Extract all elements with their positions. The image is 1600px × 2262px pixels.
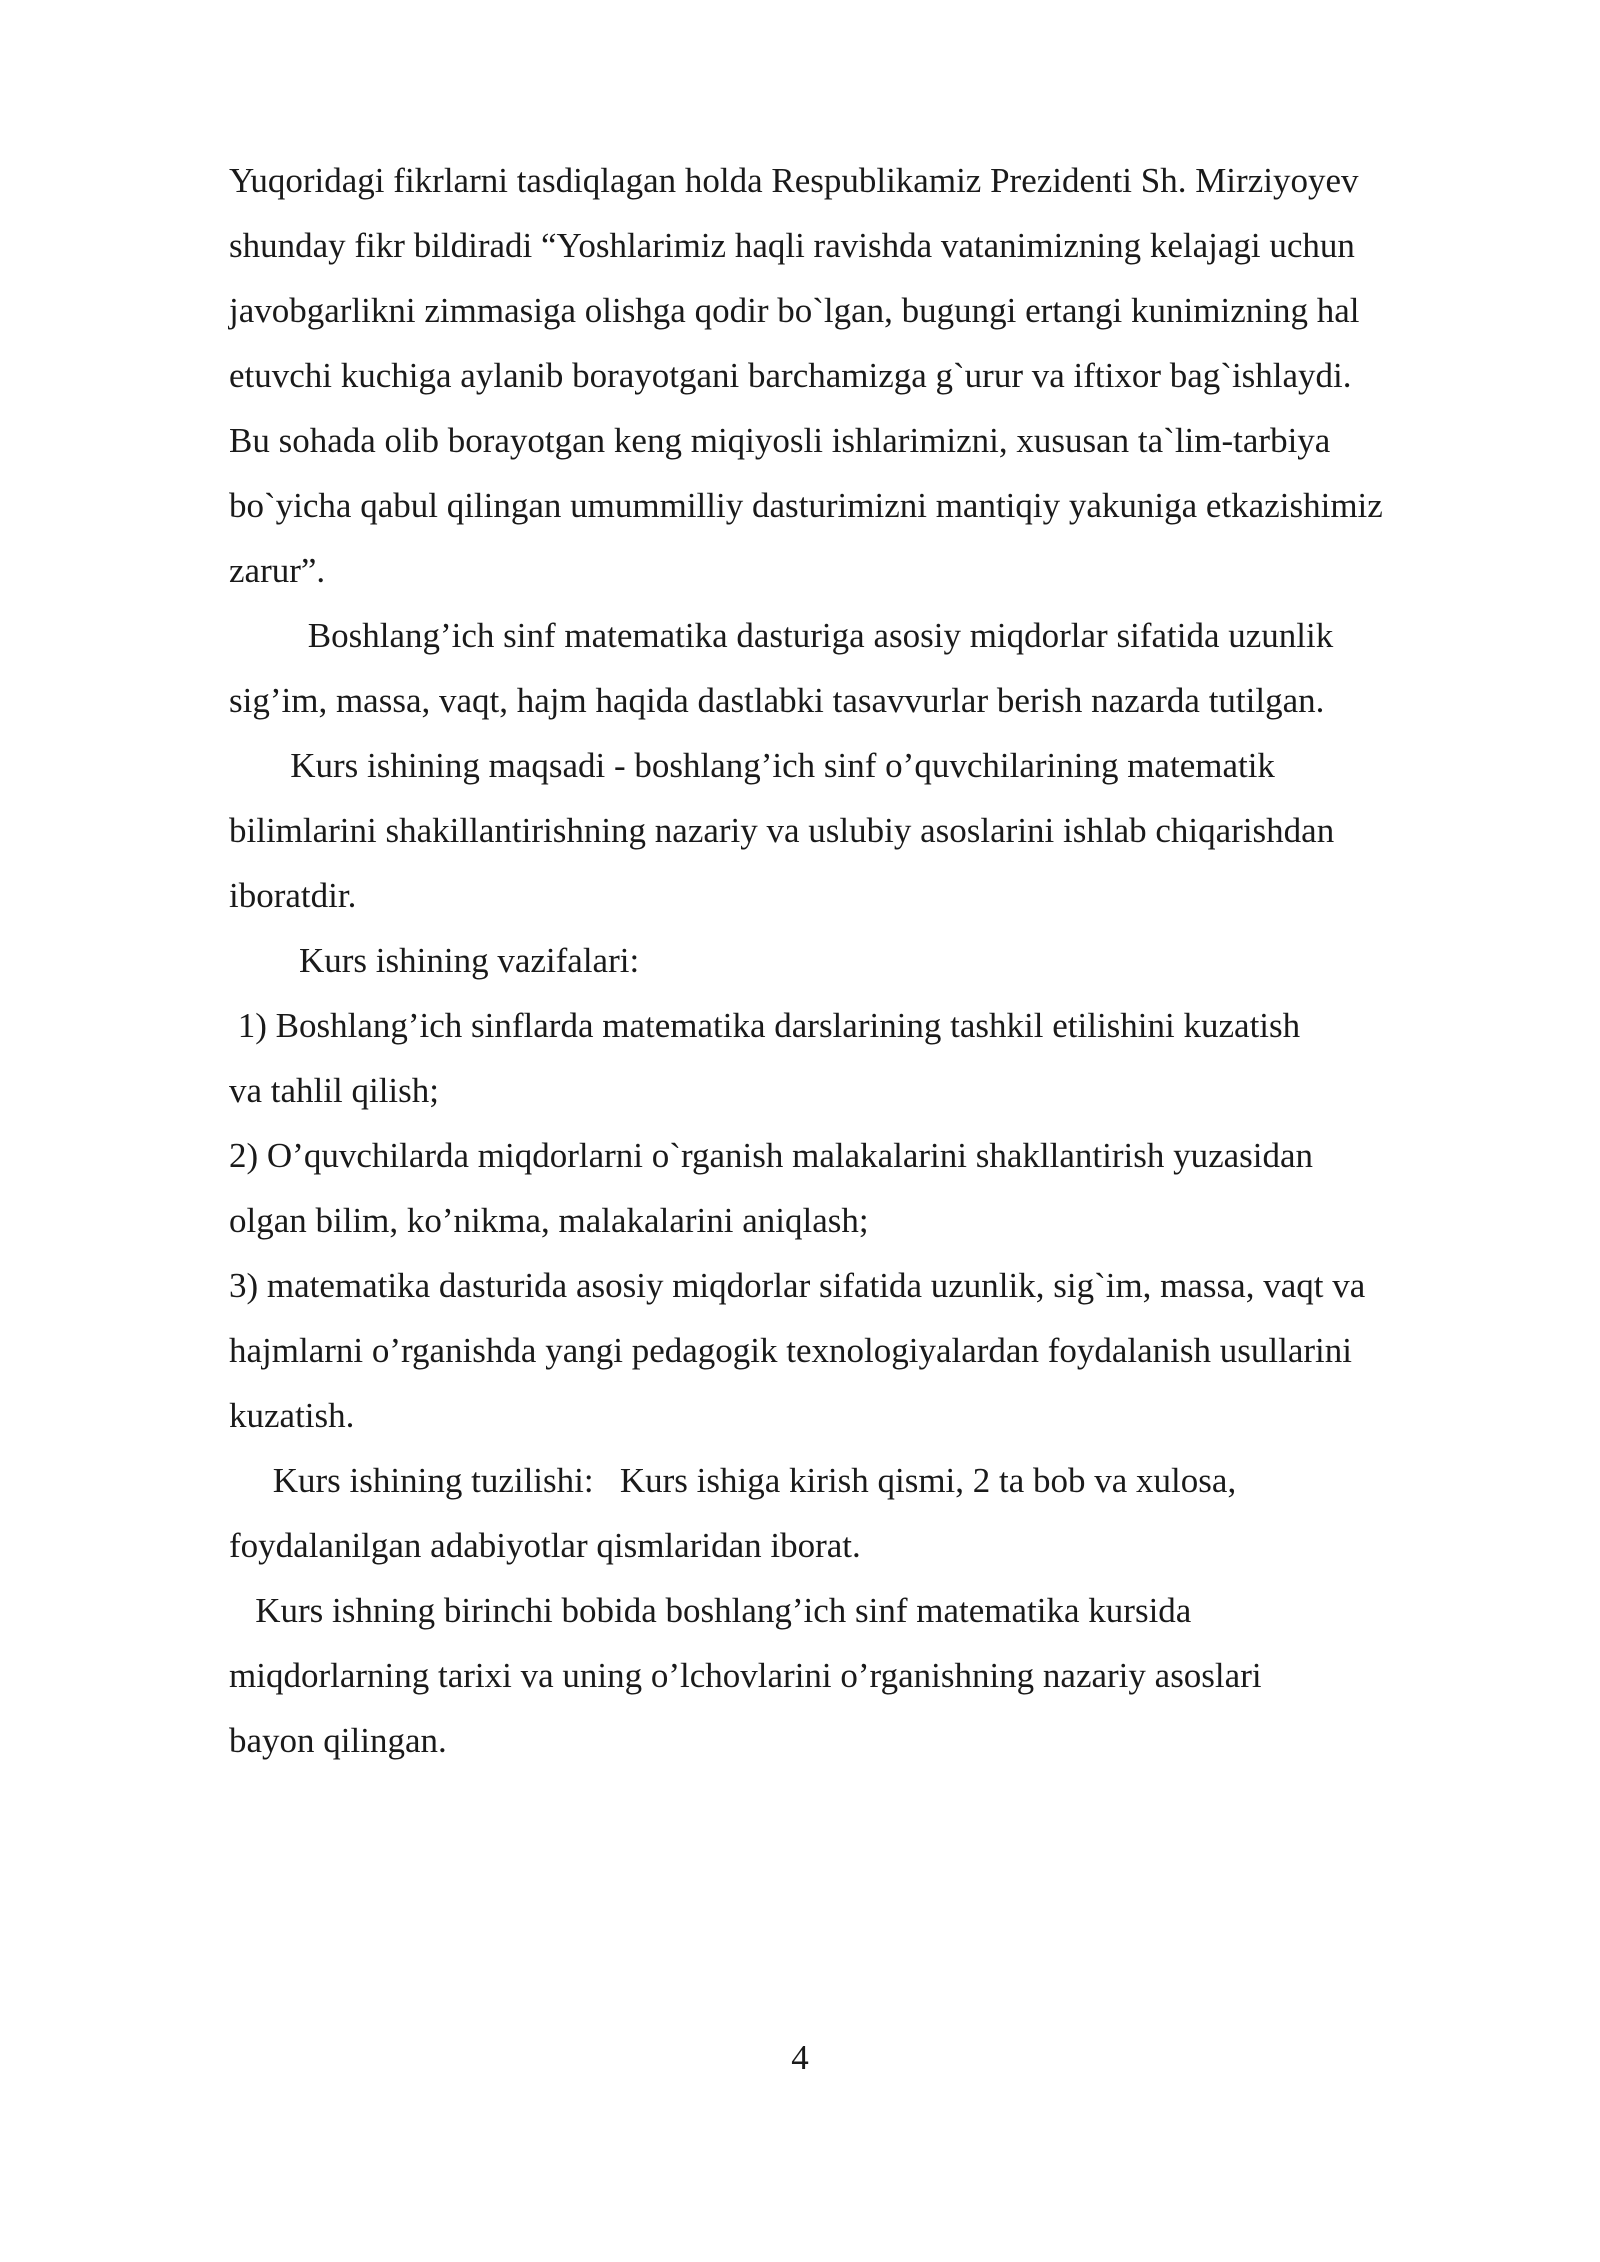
text-line: Bu sohada olib borayotgan keng miqiyosli ishlarimizni, xususan ta`lim-tarbiya: [229, 421, 1331, 460]
text-line: Boshlang’ich sinf matematika dasturiga asosiy miqdorlar sifatida uzunlik: [229, 616, 1334, 655]
text-line: shunday fikr bildiradi “Yoshlarimiz haqli ravishda vatanimizning kelajagi uchun: [229, 226, 1355, 265]
page-number: 4: [791, 2038, 809, 2077]
text-line: va tahlil qilish;: [229, 1071, 439, 1110]
text-line: javobgarlikni zimmasiga olishga qodir bo`lgan, bugungi ertangi kunimizning hal: [229, 291, 1360, 330]
text-line: Kurs ishining vazifalari:: [229, 941, 640, 980]
text-line: 1) Boshlang’ich sinflarda matematika darslarining tashkil etilishini kuzatish: [229, 1006, 1301, 1045]
text-line: Kurs ishining tuzilishi: Kurs ishiga kirish qismi, 2 ta bob va xulosa,: [229, 1461, 1237, 1500]
text-line: iboratdir.: [229, 876, 357, 915]
text-line: bayon qilingan.: [229, 1721, 447, 1760]
text-line: etuvchi kuchiga aylanib borayotgani barchamizga g`urur va iftixor bag`ishlaydi.: [229, 356, 1352, 395]
text-line: zarur”.: [229, 551, 326, 590]
text-line: Kurs ishning birinchi bobida boshlang’ich sinf matematika kursida: [229, 1591, 1192, 1630]
text-line: bilimlarini shakillantirishning nazariy va uslubiy asoslarini ishlab chiqarishdan: [229, 811, 1335, 850]
text-line: Kurs ishining maqsadi - boshlang’ich sinf o’quvchilarining matematik: [229, 746, 1275, 785]
text-line: bo`yicha qabul qilingan umummilliy dasturimizni mantiqiy yakuniga etkazishimiz: [229, 486, 1383, 525]
text-line: Yuqoridagi fikrlarni tasdiqlagan holda Respublikamiz Prezidenti Sh. Mirziyoyev: [229, 161, 1359, 200]
text-line: 3) matematika dasturida asosiy miqdorlar sifatida uzunlik, sig`im, massa, vaqt va: [229, 1266, 1366, 1305]
text-line: olgan bilim, ko’nikma, malakalarini aniqlash;: [229, 1201, 869, 1240]
text-line: hajmlarni o’rganishda yangi pedagogik texnologiyalardan foydalanish usullarini: [229, 1331, 1352, 1370]
text-line: kuzatish.: [229, 1396, 355, 1435]
text-line: sig’im, massa, vaqt, hajm haqida dastlabki tasavvurlar berish nazarda tutilgan.: [229, 681, 1325, 720]
text-line: miqdorlarning tarixi va uning o’lchovlarini o’rganishning nazariy asoslari: [229, 1656, 1262, 1695]
body-text: [229, 148, 1529, 1773]
text-line: foydalanilgan adabiyotlar qismlaridan iborat.: [229, 1526, 861, 1565]
text-line: 2) O’quvchilarda miqdorlarni o`rganish malakalarini shakllantirish yuzasidan: [229, 1136, 1314, 1175]
